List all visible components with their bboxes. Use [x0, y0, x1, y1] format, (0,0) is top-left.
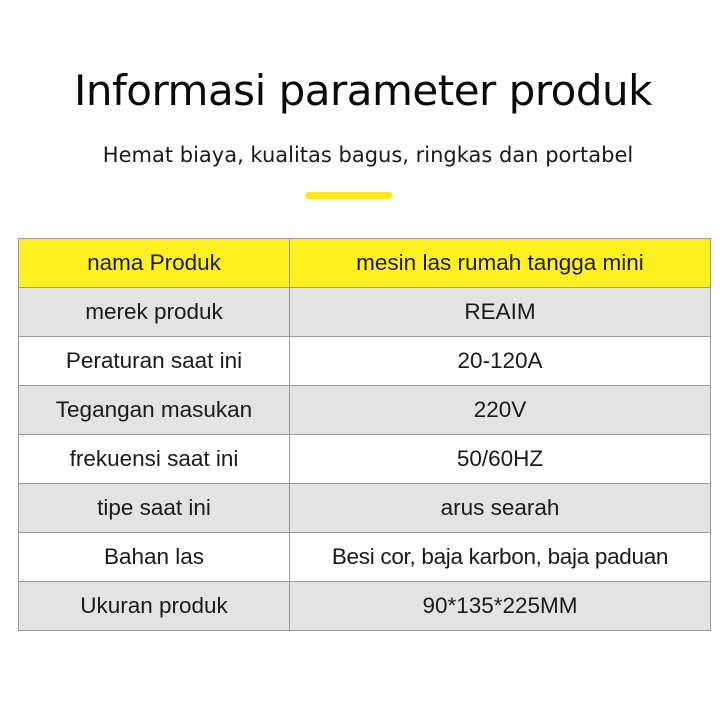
row-value: arus searah: [290, 484, 711, 533]
row-label: nama Produk: [19, 239, 290, 288]
row-label: Bahan las: [19, 533, 290, 582]
table-row: [19, 533, 711, 582]
table-row: [19, 239, 711, 288]
row-value: 50/60HZ: [290, 435, 711, 484]
row-label: merek produk: [19, 288, 290, 337]
spec-table: [18, 238, 711, 631]
row-label: frekuensi saat ini: [19, 435, 290, 484]
table-row: [19, 288, 711, 337]
table-row: [19, 337, 711, 386]
row-label: Tegangan masukan: [19, 386, 290, 435]
row-value: mesin las rumah tangga mini: [290, 239, 711, 288]
row-label: tipe saat ini: [19, 484, 290, 533]
row-value: REAIM: [290, 288, 711, 337]
page-title: Informasi parameter produk: [74, 66, 652, 115]
row-value: 90*135*225MM: [290, 582, 711, 631]
row-label: Ukuran produk: [19, 582, 290, 631]
page-subtitle: Hemat biaya, kualitas bagus, ringkas dan portabel: [102, 143, 634, 167]
row-value: 220V: [290, 386, 711, 435]
table-row: [19, 484, 711, 533]
row-label: Peraturan saat ini: [19, 337, 290, 386]
table-row: [19, 582, 711, 631]
accent-bar: [305, 192, 392, 199]
row-value: Besi cor, baja karbon, baja paduan: [290, 533, 711, 582]
table-row: [19, 386, 711, 435]
table-row: [19, 435, 711, 484]
row-value: 20-120A: [290, 337, 711, 386]
